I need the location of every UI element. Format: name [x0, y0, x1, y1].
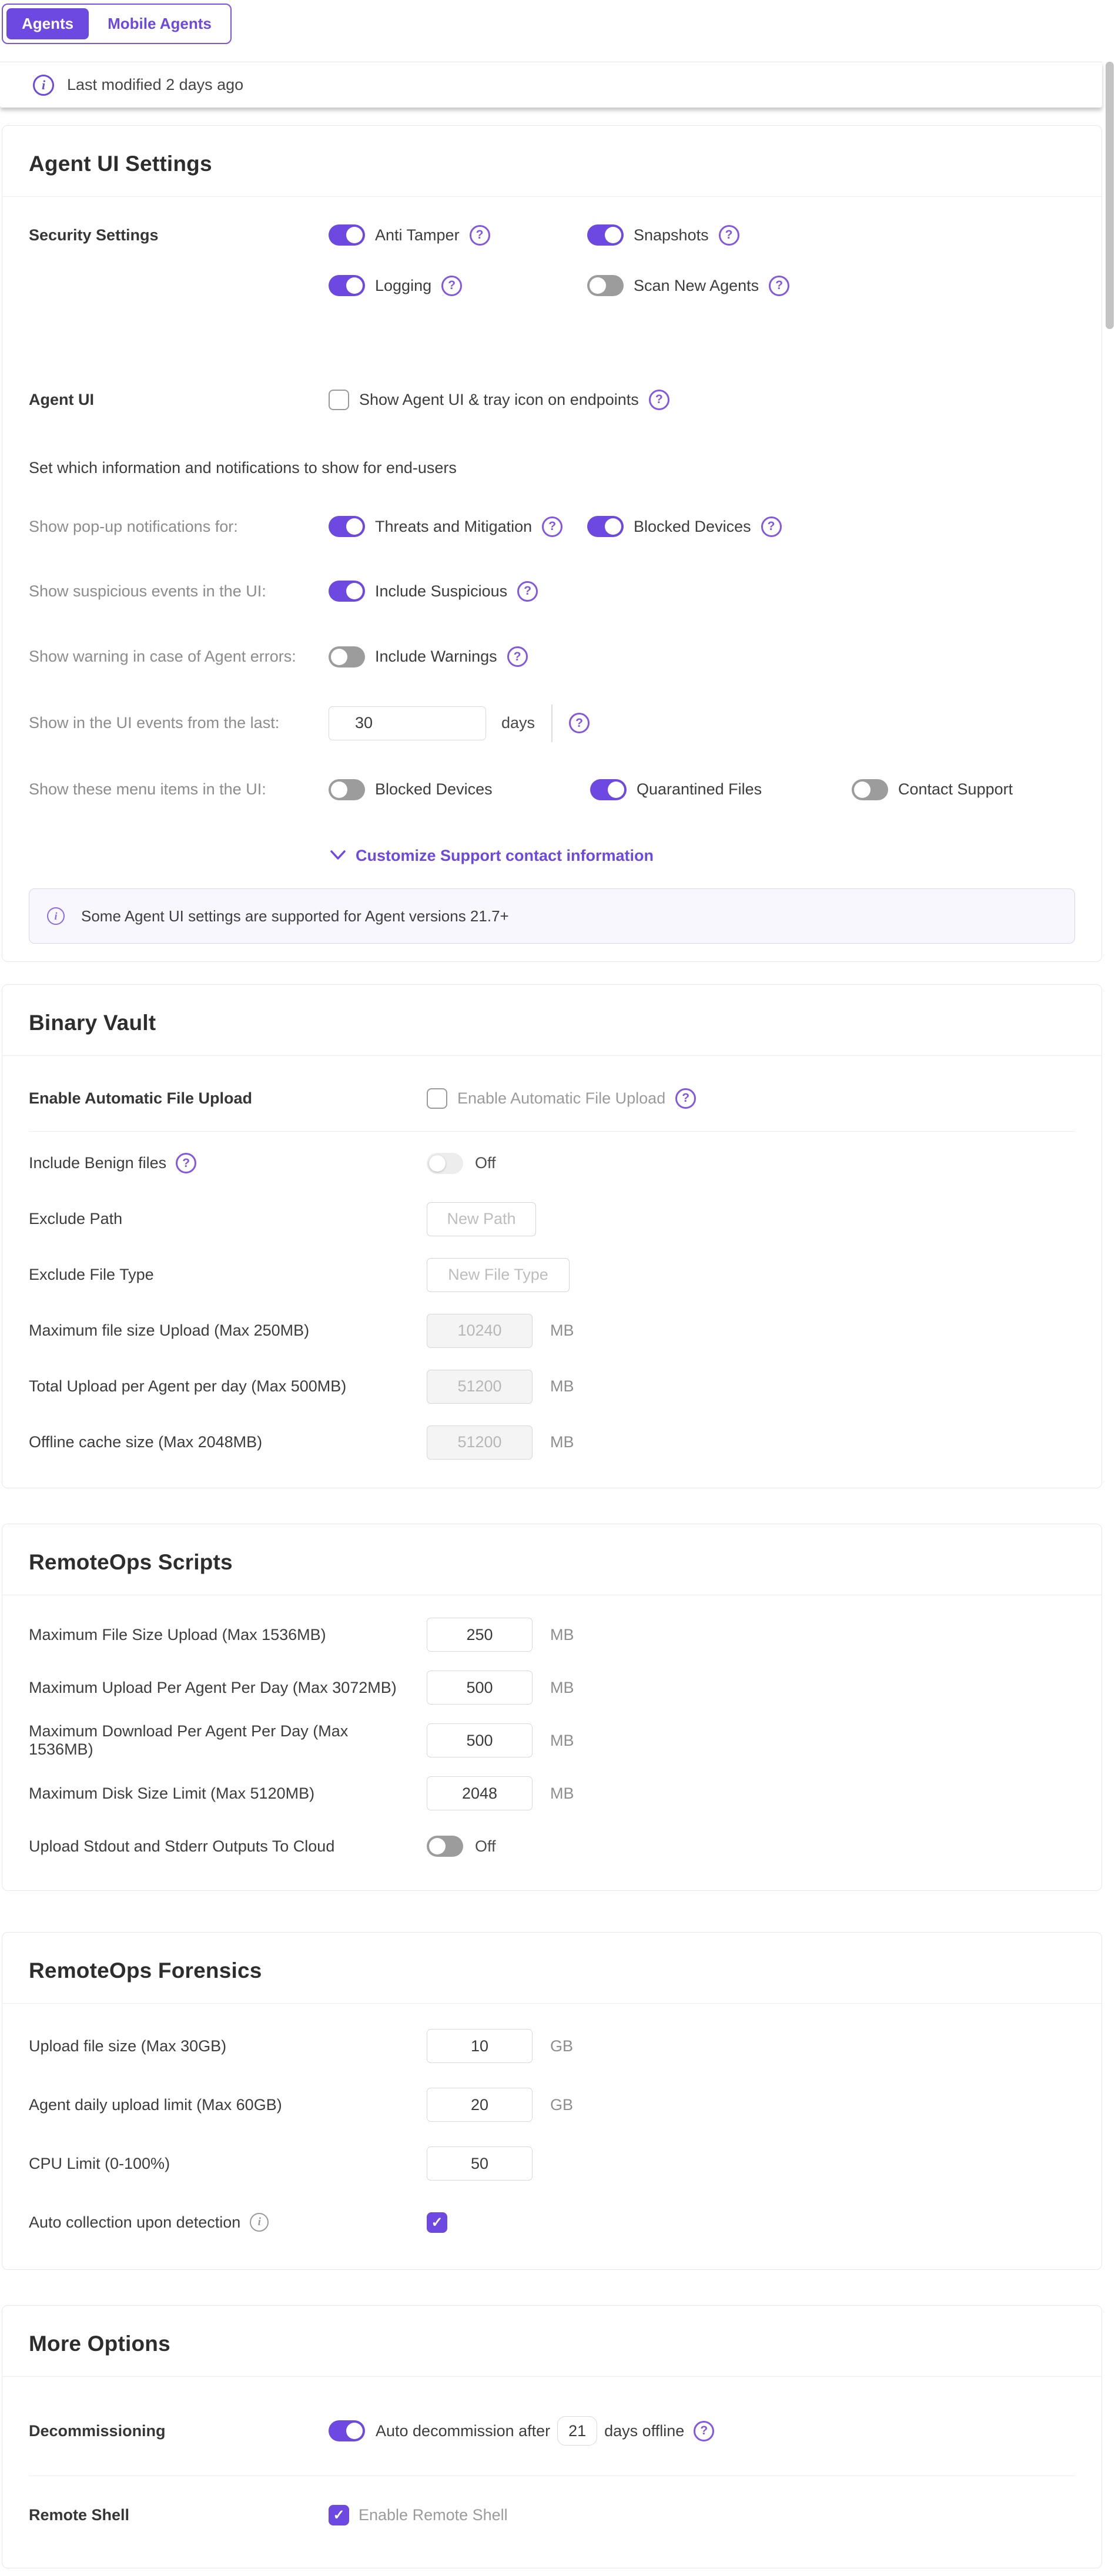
- ros-max-disk-input[interactable]: [427, 1776, 533, 1810]
- forensics-upload-size-row: [29, 2017, 1075, 2075]
- remote-shell-row: [29, 2480, 1075, 2550]
- note-text: Some Agent UI settings are supported for Agent versions 21.7+: [81, 907, 509, 925]
- enable-auto-upload-row: [29, 1069, 1075, 1128]
- logging-help-icon[interactable]: [441, 276, 462, 296]
- include-suspicious-toggle[interactable]: [329, 581, 365, 602]
- agent-errors-row: [29, 623, 1075, 690]
- events-from-last-row: [29, 690, 1075, 756]
- end-user-subtitle: Set which information and notifications to show for end-users: [29, 458, 457, 477]
- suspicious-events-row: [29, 559, 1075, 623]
- more-options-card: [2, 2305, 1102, 2568]
- threats-mitigation-help-icon[interactable]: [542, 516, 562, 537]
- max-file-size-label: Maximum file size Upload (Max 250MB): [29, 1321, 310, 1339]
- include-benign-row: [29, 1135, 1075, 1191]
- security-settings-label: Security Settings: [29, 226, 159, 244]
- remote-shell-checkbox[interactable]: [329, 2505, 349, 2525]
- ros-max-upload-unit: MB: [550, 1678, 574, 1696]
- events-days-unit: days: [501, 714, 535, 732]
- decommissioning-row: [29, 2390, 1075, 2472]
- customize-support-link-text: Customize Support contact information: [356, 846, 654, 864]
- menu-blocked-devices-toggle[interactable]: [329, 779, 365, 800]
- menu-items-label: Show these menu items in the UI:: [29, 780, 266, 798]
- forensics-daily-limit-row: [29, 2075, 1075, 2134]
- agent-ui-settings-header: [2, 126, 1101, 197]
- blocked-devices-popup-toggle[interactable]: [587, 516, 624, 537]
- menu-blocked-devices-label: Blocked Devices: [375, 780, 493, 798]
- threats-mitigation-label: Threats and Mitigation: [375, 517, 533, 535]
- remoteops-forensics-card: [2, 1932, 1102, 2270]
- ros-max-upload-row: [29, 1661, 1075, 1714]
- menu-items-row: [29, 756, 1075, 823]
- forensics-upload-size-unit: GB: [550, 2037, 574, 2055]
- last-modified-text: Last modified 2 days ago: [67, 76, 244, 93]
- section-title: More Options: [29, 2332, 170, 2356]
- exclude-path-label: Exclude Path: [29, 1210, 123, 1227]
- include-benign-state: Off: [475, 1154, 496, 1172]
- show-agent-ui-checkbox[interactable]: [329, 390, 349, 410]
- ros-max-disk-label: Maximum Disk Size Limit (Max 5120MB): [29, 1784, 315, 1802]
- forensics-auto-collect-row: [29, 2193, 1075, 2252]
- logging-toggle[interactable]: [329, 275, 365, 296]
- decommission-text-after: days offline: [604, 2421, 685, 2440]
- menu-contact-support-toggle[interactable]: [852, 779, 888, 800]
- section-title: Binary Vault: [29, 1011, 156, 1035]
- ros-stdout-row: [29, 1820, 1075, 1873]
- ros-max-upload-input[interactable]: [427, 1671, 533, 1705]
- anti-tamper-toggle[interactable]: [329, 224, 365, 246]
- include-benign-label: Include Benign files: [29, 1154, 167, 1172]
- forensics-upload-size-label: Upload file size (Max 30GB): [29, 2037, 227, 2055]
- vertical-divider: [551, 705, 553, 742]
- offline-cache-label: Offline cache size (Max 2048MB): [29, 1433, 263, 1451]
- scan-new-agents-toggle[interactable]: [587, 275, 624, 296]
- scan-new-agents-help-icon[interactable]: [769, 276, 789, 296]
- ros-max-file-size-row: [29, 1608, 1075, 1661]
- total-upload-unit: MB: [550, 1377, 574, 1395]
- total-upload-row: [29, 1359, 1075, 1414]
- ros-max-download-input[interactable]: [427, 1723, 533, 1757]
- show-agent-ui-label: Show Agent UI & tray icon on endpoints: [359, 390, 639, 408]
- menu-quarantined-files-label: Quarantined Files: [637, 780, 762, 798]
- section-title: RemoteOps Scripts: [29, 1550, 233, 1574]
- note-info-icon: [47, 907, 65, 925]
- snapshots-label: Snapshots: [634, 226, 709, 244]
- include-benign-help-icon[interactable]: [176, 1153, 196, 1173]
- anti-tamper-label: Anti Tamper: [375, 226, 460, 244]
- exclude-path-input[interactable]: [427, 1202, 536, 1236]
- offline-cache-unit: MB: [550, 1433, 574, 1451]
- ros-max-file-size-label: Maximum File Size Upload (Max 1536MB): [29, 1625, 326, 1643]
- ros-max-download-unit: MB: [550, 1731, 574, 1749]
- forensics-auto-collect-checkbox[interactable]: [427, 2212, 447, 2233]
- remote-shell-label: Remote Shell: [29, 2505, 130, 2524]
- exclude-file-type-input[interactable]: [427, 1258, 570, 1292]
- decommission-days-input[interactable]: [557, 2416, 597, 2446]
- enable-auto-upload-checkbox-label: Enable Automatic File Upload: [457, 1089, 666, 1107]
- forensics-daily-limit-label: Agent daily upload limit (Max 60GB): [29, 2095, 282, 2114]
- snapshots-help-icon[interactable]: [719, 225, 739, 246]
- security-settings-row1: [29, 210, 1075, 260]
- section-title: Agent UI Settings: [29, 152, 212, 176]
- agent-ui-settings-card: [2, 125, 1102, 962]
- offline-cache-row: [29, 1414, 1075, 1470]
- ros-stdout-state: Off: [475, 1837, 496, 1855]
- forensics-daily-limit-input[interactable]: [427, 2088, 533, 2122]
- enable-auto-upload-help-icon[interactable]: [675, 1088, 696, 1109]
- decommission-text-before: Auto decommission after: [376, 2421, 551, 2440]
- row-divider: [29, 1131, 1075, 1132]
- include-warnings-help-icon[interactable]: [507, 646, 528, 667]
- forensics-upload-size-input[interactable]: [427, 2029, 533, 2063]
- exclude-file-type-label: Exclude File Type: [29, 1266, 154, 1283]
- menu-contact-support-label: Contact Support: [898, 780, 1013, 798]
- offline-cache-input: [427, 1425, 533, 1460]
- agent-errors-label: Show warning in case of Agent errors:: [29, 648, 296, 665]
- ros-max-disk-unit: MB: [550, 1784, 574, 1802]
- forensics-cpu-limit-row: [29, 2134, 1075, 2193]
- popup-notifications-label: Show pop-up notifications for:: [29, 517, 238, 535]
- include-suspicious-label: Include Suspicious: [375, 582, 508, 600]
- decommission-help-icon[interactable]: [694, 2421, 714, 2441]
- snapshots-toggle[interactable]: [587, 224, 624, 246]
- agent-ui-label: Agent UI: [29, 390, 94, 408]
- last-modified-bar: [0, 62, 1102, 108]
- forensics-auto-collect-label: Auto collection upon detection: [29, 2213, 241, 2231]
- total-upload-input: [427, 1370, 533, 1404]
- ros-max-file-size-input[interactable]: [427, 1618, 533, 1652]
- tab-mobile-agents[interactable]: Mobile Agents: [108, 15, 212, 32]
- remote-shell-checkbox-label: Enable Remote Shell: [359, 2505, 508, 2524]
- events-days-input[interactable]: [329, 706, 486, 740]
- chevron-down-icon: [330, 850, 346, 861]
- info-icon: [33, 75, 54, 96]
- menu-quarantined-files-toggle[interactable]: [590, 779, 627, 800]
- exclude-file-type-row: [29, 1247, 1075, 1303]
- tab-group: [2, 4, 232, 44]
- threats-mitigation-toggle[interactable]: [329, 516, 365, 537]
- exclude-path-row: [29, 1191, 1075, 1247]
- enable-auto-upload-checkbox[interactable]: [427, 1088, 447, 1109]
- enable-auto-upload-label: Enable Automatic File Upload: [29, 1089, 253, 1107]
- blocked-devices-popup-help-icon[interactable]: [761, 516, 782, 537]
- ros-max-download-label: Maximum Download Per Agent Per Day (Max 1536MB): [29, 1722, 349, 1758]
- ros-stdout-label: Upload Stdout and Stderr Outputs To Cloud: [29, 1837, 335, 1855]
- section-title: RemoteOps Forensics: [29, 1958, 262, 1983]
- end-user-subtitle-row: [29, 453, 1075, 482]
- security-settings-row2: [29, 260, 1075, 311]
- decommissioning-toggle[interactable]: [329, 2420, 365, 2441]
- ros-stdout-toggle[interactable]: [427, 1836, 463, 1857]
- suspicious-events-label: Show suspicious events in the UI:: [29, 582, 266, 600]
- include-warnings-label: Include Warnings: [375, 648, 497, 665]
- remoteops-scripts-card: [2, 1524, 1102, 1891]
- ros-max-disk-row: [29, 1767, 1075, 1820]
- ros-max-upload-label: Maximum Upload Per Agent Per Day (Max 3072MB): [29, 1678, 397, 1696]
- events-days-help-icon[interactable]: [569, 713, 590, 733]
- total-upload-label: Total Upload per Agent per day (Max 500MB): [29, 1377, 347, 1395]
- popup-notifications-row: [29, 494, 1075, 559]
- show-agent-ui-help-icon[interactable]: [649, 390, 669, 410]
- ros-max-file-size-unit: MB: [550, 1625, 574, 1643]
- events-from-last-label: Show in the UI events from the last:: [29, 714, 280, 732]
- forensics-cpu-limit-label: CPU Limit (0-100%): [29, 2154, 170, 2172]
- decommissioning-label: Decommissioning: [29, 2421, 166, 2440]
- scrollbar-thumb[interactable]: [1106, 62, 1114, 329]
- blocked-devices-popup-label: Blocked Devices: [634, 517, 751, 535]
- scan-new-agents-label: Scan New Agents: [634, 276, 759, 294]
- binary-vault-card: [2, 984, 1102, 1488]
- max-file-size-row: [29, 1303, 1075, 1359]
- anti-tamper-help-icon[interactable]: [470, 225, 490, 246]
- tab-agents[interactable]: Agents: [6, 8, 89, 39]
- max-file-size-unit: MB: [550, 1321, 574, 1339]
- include-warnings-toggle[interactable]: [329, 646, 365, 668]
- ros-max-download-row: [29, 1714, 1075, 1767]
- auto-collect-info-icon[interactable]: [250, 2213, 269, 2232]
- forensics-daily-limit-unit: GB: [550, 2095, 574, 2114]
- forensics-cpu-limit-input[interactable]: [427, 2146, 533, 2181]
- logging-label: Logging: [375, 276, 432, 294]
- customize-support-link[interactable]: [330, 838, 1075, 873]
- max-file-size-input: [427, 1314, 533, 1348]
- include-benign-toggle[interactable]: [427, 1153, 463, 1174]
- agent-ui-row: [29, 367, 1075, 432]
- include-suspicious-help-icon[interactable]: [517, 581, 538, 602]
- agent-version-note: [29, 888, 1075, 944]
